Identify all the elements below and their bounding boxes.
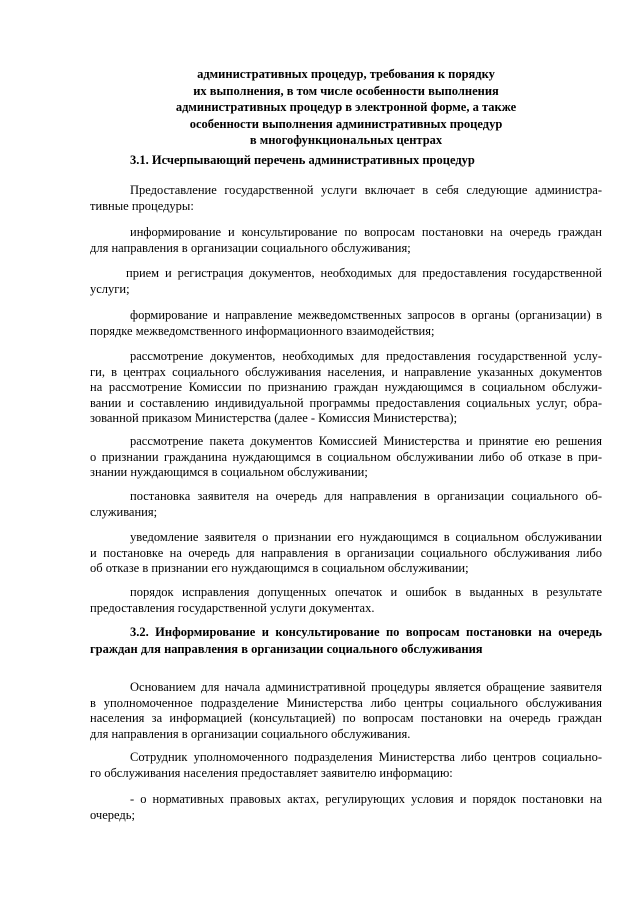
paragraph-line: Сотрудник уполномоченного подразделения Министерства либо центров социально- [130,750,602,764]
section-3-2-title [90,624,602,657]
paragraph-line: об отказе в признании его нуждающимся в социальном обслуживании; [90,561,469,575]
paragraph-line: порядке межведомственного информационного взаимодействия; [90,323,435,338]
paragraph-line: знании нуждающимся в социальном обслуживании; [90,465,368,479]
paragraph-line: ги, в центрах социального обслуживания населения, и направление указанных документов [90,364,602,379]
paragraph [90,225,602,256]
heading-line: административных процедур в электронной форме, а также [175,100,517,114]
paragraph-line: рассмотрение пакета документов Комиссией Министерства и принятие ею решения [130,434,602,448]
paragraph-line: порядок исправления допущенных опечаток и ошибок в выданных в результате [130,585,602,599]
paragraph-line: для направления в организации социального обслуживания. [90,726,411,741]
paragraph-line: прием и регистрация документов, необходимых для предоставления государственной [126,266,602,280]
paragraph-line: го обслуживания населения предоставляет заявителю информацию: [90,765,453,780]
paragraph-line: предоставления государственной услуги документах. [90,600,375,615]
heading-line: их выполнения, в том числе особенности выполнения [193,83,499,98]
paragraph-line: постановка заявителя на очередь для направления в организации социального об- [130,489,602,503]
paragraph-line: на рассмотрение Комиссии по признанию граждан нуждающимся в социальном обслужи- [90,380,602,394]
title-line: 3.2. Информирование и консультирование по вопросам постановки на очередь [130,625,602,639]
paragraph-line: рассмотрение документов, необходимых для предоставления государственной услу- [130,349,602,363]
heading-line: в многофункциональных центрах [249,133,443,147]
paragraph [90,750,602,781]
paragraph [90,530,602,577]
paragraph [90,489,602,520]
paragraph-line: вании и составлению индивидуальной программы предоставления социальных услуг, обра- [90,395,602,410]
heading-line: административных процедур, требования к порядку [197,67,495,81]
paragraph-line: уведомление заявителя о признании его нуждающимся в социальном обслуживании [130,530,602,544]
section-3-1-title: 3.1. Исчерпывающий перечень административных процедур [130,153,475,167]
paragraph [90,266,602,297]
paragraph-line: населения за информацией (консультацией) по вопросам постановки на очередь граждан [90,711,602,725]
title-line: граждан для направления в организации социального обслуживания [90,641,483,656]
paragraph-line: Предоставление государственной услуги включает в себя следующие администра- [130,183,602,197]
heading-line: особенности выполнения административных процедур [189,116,503,131]
paragraph-line: информирование и консультирование по вопросам постановки на очередь граждан [130,225,602,239]
paragraph-line: зованной приказом Министерства (далее - Комиссия Министерства); [90,411,458,425]
paragraph-line: для направления в организации социального обслуживания; [90,240,411,255]
paragraph [90,183,602,214]
paragraph-line: в уполномоченное подразделение Министерства либо центры социального обслуживания [90,695,602,710]
paragraph-line: - о нормативных правовых актах, регулирующих условия и порядок постановки на [130,792,602,806]
paragraph-line: очередь; [90,807,135,822]
paragraph [90,308,602,339]
paragraph-line: тивные процедуры: [90,198,194,213]
paragraph [90,792,602,823]
paragraph [90,434,602,481]
paragraph-line: и постановке на очередь для направления в организации социального обслуживания либо [90,545,602,560]
paragraph [90,585,602,616]
paragraph-line: о признании гражданина нуждающимся в социальном обслуживании либо об отказе в при- [90,449,602,464]
paragraph-line: формирование и направление межведомственных запросов в органы (организации) в [130,308,602,322]
paragraph [90,680,602,742]
paragraph-line: услуги; [90,281,130,296]
paragraph-line: Основанием для начала административной процедуры является обращение заявителя [130,680,602,694]
paragraph-line: служивания; [90,504,158,519]
section-heading [90,66,602,149]
paragraph [90,349,602,427]
